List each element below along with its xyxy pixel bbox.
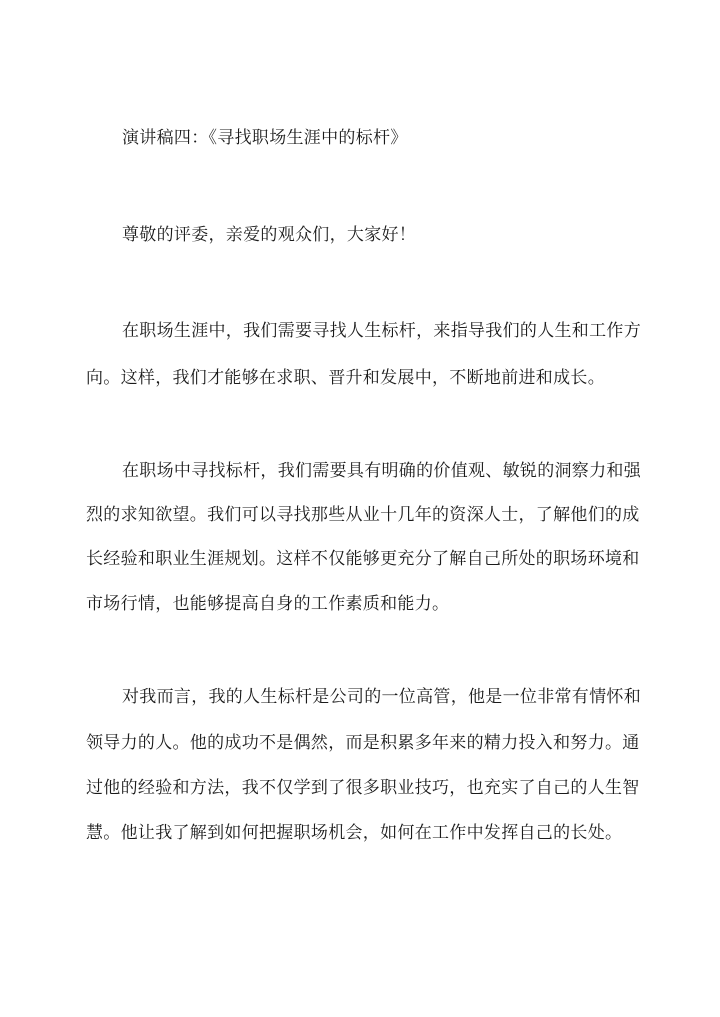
paragraph-3-line-1: 对我而言，我的人生标杆是公司的一位高管，他是一位非常有情怀和: [122, 687, 641, 707]
document-title: 演讲稿四：《寻找职场生涯中的标杆》: [122, 128, 408, 148]
paragraph-1-line-1: 在职场生涯中，我们需要寻找人生标杆，来指导我们的人生和工作方: [122, 321, 641, 341]
paragraph-3-line-4: 慧。他让我了解到如何把握职场机会，如何在工作中发挥自己的长处。: [86, 823, 623, 843]
paragraph-2-line-3: 长经验和职业生涯规划。这样不仅能够更充分了解自己所处的职场环境和: [86, 549, 640, 569]
paragraph-2-line-4: 市场行情，也能够提高自身的工作素质和能力。: [86, 594, 450, 614]
paragraph-3-line-3: 过他的经验和方法，我不仅学到了很多职业技巧，也充实了自己的人生智: [86, 778, 640, 798]
paragraph-2-line-1: 在职场中寻找标杆，我们需要具有明确的价值观、敏锐的洞察力和强: [122, 461, 641, 481]
paragraph-1-line-2: 向。这样，我们才能够在求职、晋升和发展中，不断地前进和成长。: [86, 368, 605, 388]
greeting-line: 尊敬的评委，亲爱的观众们，大家好！: [122, 225, 417, 245]
paragraph-3-line-2: 领导力的人。他的成功不是偶然，而是积累多年来的精力投入和努力。通: [86, 733, 640, 753]
paragraph-2-line-2: 烈的求知欲望。我们可以寻找那些从业十几年的资深人士，了解他们的成: [86, 505, 640, 525]
